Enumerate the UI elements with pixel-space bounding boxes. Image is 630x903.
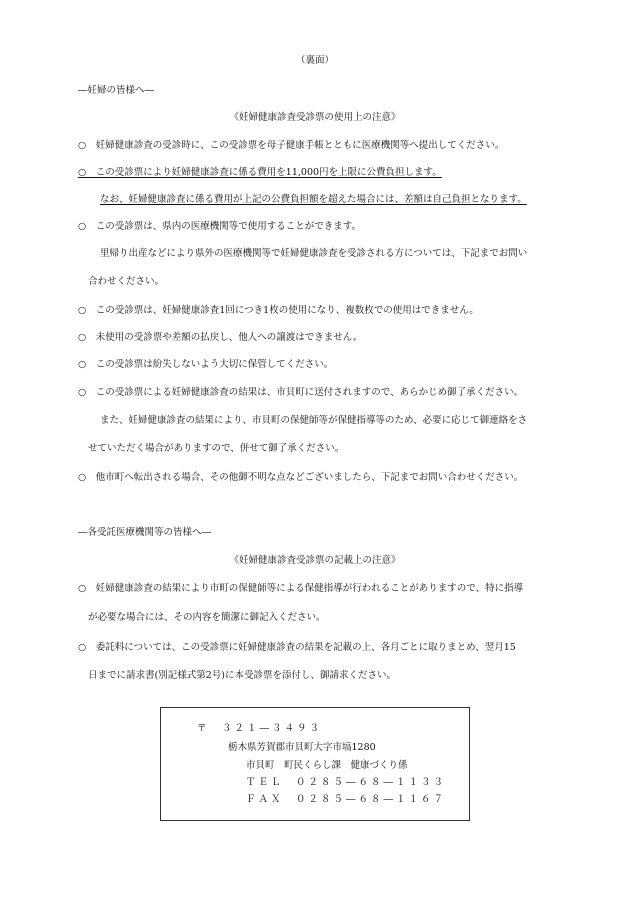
contact-department: 市貝町 町民くらし課 健康づくり係 bbox=[246, 760, 408, 771]
notice-line: せていただく場合がありますので、併せて御了承ください。 bbox=[88, 443, 345, 454]
contact-tel: ＴＥＬ ０２８５―６８―１１３３ bbox=[246, 777, 447, 788]
contact-fax: ＦＡＸ ０２８５―６８―１１６７ bbox=[246, 794, 447, 805]
notice-line: ○ この受診票は紛失しないよう大切に保管してください。 bbox=[78, 359, 334, 370]
notice-line: 日までに請求書(別記様式第2号)に本受診票を添付し、御請求ください。 bbox=[88, 670, 396, 681]
notice-line: 里帰り出産などにより県外の医療機関等で妊婦健康診査を受診される方については、下記までお問い bbox=[100, 248, 528, 259]
contact-postal-code: 〒 ３２１―３４９３ bbox=[197, 723, 323, 734]
notice-line: が必要な場合には、その内容を簡潔に御記入ください。 bbox=[88, 612, 326, 623]
notice-line: ○ この受診票による妊婦健康診査の結果は、市貝町に送付されますので、あらかじめ御了承ください。 bbox=[78, 387, 524, 398]
notice-line-underlined: なお、妊婦健康診査に係る費用が上記の公費負担額を超えた場合には、差額は自己負担となります。 bbox=[100, 194, 527, 205]
section1-title: 《妊婦健康診査受診票の使用上の注意》 bbox=[229, 112, 401, 123]
notice-line: ○ 委託料については、この受診票に妊婦健康診査の結果を記載の上、各月ごとに取りまとめ、翌月15 bbox=[78, 642, 516, 653]
page-side-label: （裏面） bbox=[295, 55, 334, 66]
section1-heading: ―妊婦の皆様へ― bbox=[78, 85, 155, 96]
notice-line: ○ 未使用の受診票や差額の払戻し、他人への譲渡はできません。 bbox=[78, 332, 363, 343]
notice-line: ○ この受診票は、県内の医療機関等で使用することができます。 bbox=[78, 221, 362, 232]
notice-line: また、妊婦健康診査の結果により、市貝町の保健師等が保健指導等のため、必要に応じて御連絡をさ bbox=[100, 415, 528, 426]
section2-title: 《妊婦健康診査受診票の記載上の注意》 bbox=[229, 555, 401, 566]
notice-line: 合わせください。 bbox=[88, 276, 165, 287]
notice-line: ○ 他市町へ転出される場合、その他御不明な点などございましたら、下記までお問い合わせください。 bbox=[78, 472, 524, 483]
notice-line: ○ 妊婦健康診査の受診時に、この受診票を母子健康手帳とともに医療機関等へ提出してください。 bbox=[78, 140, 505, 151]
contact-box bbox=[160, 707, 470, 821]
contact-address: 栃木県芳賀郡市貝町大字市塙1280 bbox=[228, 742, 376, 753]
notice-line: ○ この受診票は、妊婦健康診査1回につき1枚の使用になり、複数枚での使用はできません。 bbox=[78, 305, 479, 316]
notice-line-underlined: ○ この受診票により妊婦健康診査に係る費用を11,000円を上限に公費負担します。 bbox=[78, 167, 442, 178]
notice-line: ○ 妊婦健康診査の結果により市町の保健師等による保健指導が行われることがありますので、特に指導 bbox=[78, 583, 524, 594]
section2-heading: ―各受託医療機関等の皆様へ― bbox=[78, 527, 212, 538]
